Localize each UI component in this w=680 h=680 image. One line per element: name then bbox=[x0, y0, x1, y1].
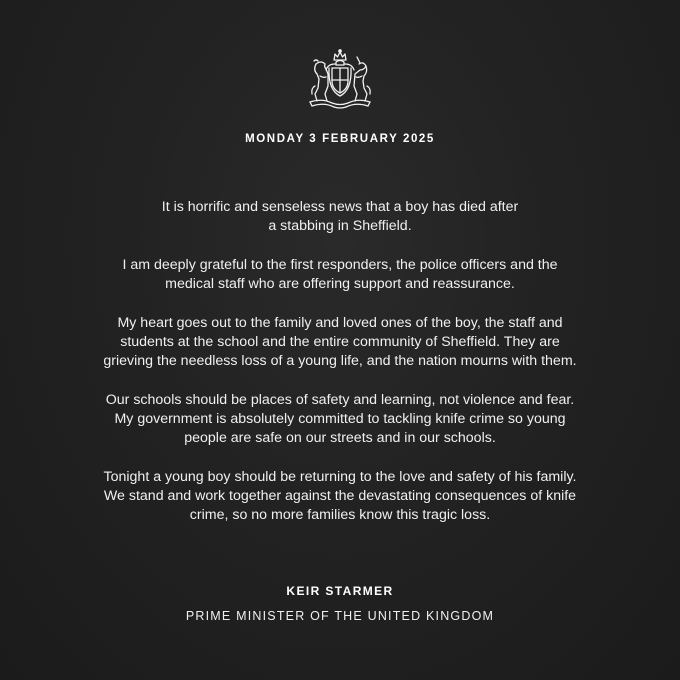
paragraph-line: We stand and work together against the devastating consequences of knife bbox=[103, 488, 577, 504]
statement-body bbox=[40, 198, 640, 545]
paragraph-line: My government is absolutely committed to tackling knife crime so young bbox=[114, 411, 566, 427]
paragraph bbox=[40, 468, 640, 525]
paragraph-line: Tonight a young boy should be returning to the love and safety of his family. bbox=[103, 469, 577, 485]
paragraph bbox=[40, 198, 640, 236]
statement-date: MONDAY 3 FEBRUARY 2025 bbox=[245, 133, 435, 145]
paragraph-line: Our schools should be places of safety and learning, not violence and fear. bbox=[105, 392, 575, 408]
paragraph-line: My heart goes out to the family and loved ones of the boy, the staff and bbox=[117, 315, 563, 331]
paragraph bbox=[40, 391, 640, 448]
paragraph-line: people are safe on our streets and in our schools. bbox=[184, 430, 496, 446]
paragraph bbox=[40, 314, 640, 371]
paragraph-line: It is horrific and senseless news that a boy has died after bbox=[161, 199, 519, 215]
royal-coat-of-arms-icon bbox=[302, 48, 378, 112]
paragraph-line: medical staff who are offering support and reassurance. bbox=[165, 276, 515, 292]
paragraph-line: a stabbing in Sheffield. bbox=[268, 218, 412, 234]
paragraph bbox=[40, 256, 640, 294]
paragraph-line: crime, so no more families know this tragic loss. bbox=[189, 507, 491, 523]
signatory-title: PRIME MINISTER OF THE UNITED KINGDOM bbox=[185, 609, 495, 623]
signatory-name: KEIR STARMER bbox=[286, 584, 394, 598]
paragraph-line: students at the school and the entire community of Sheffield. They are bbox=[120, 334, 560, 350]
paragraph-line: grieving the needless loss of a young life, and the nation mourns with them. bbox=[103, 353, 577, 369]
paragraph-line: I am deeply grateful to the first responders, the police officers and the bbox=[122, 257, 558, 273]
